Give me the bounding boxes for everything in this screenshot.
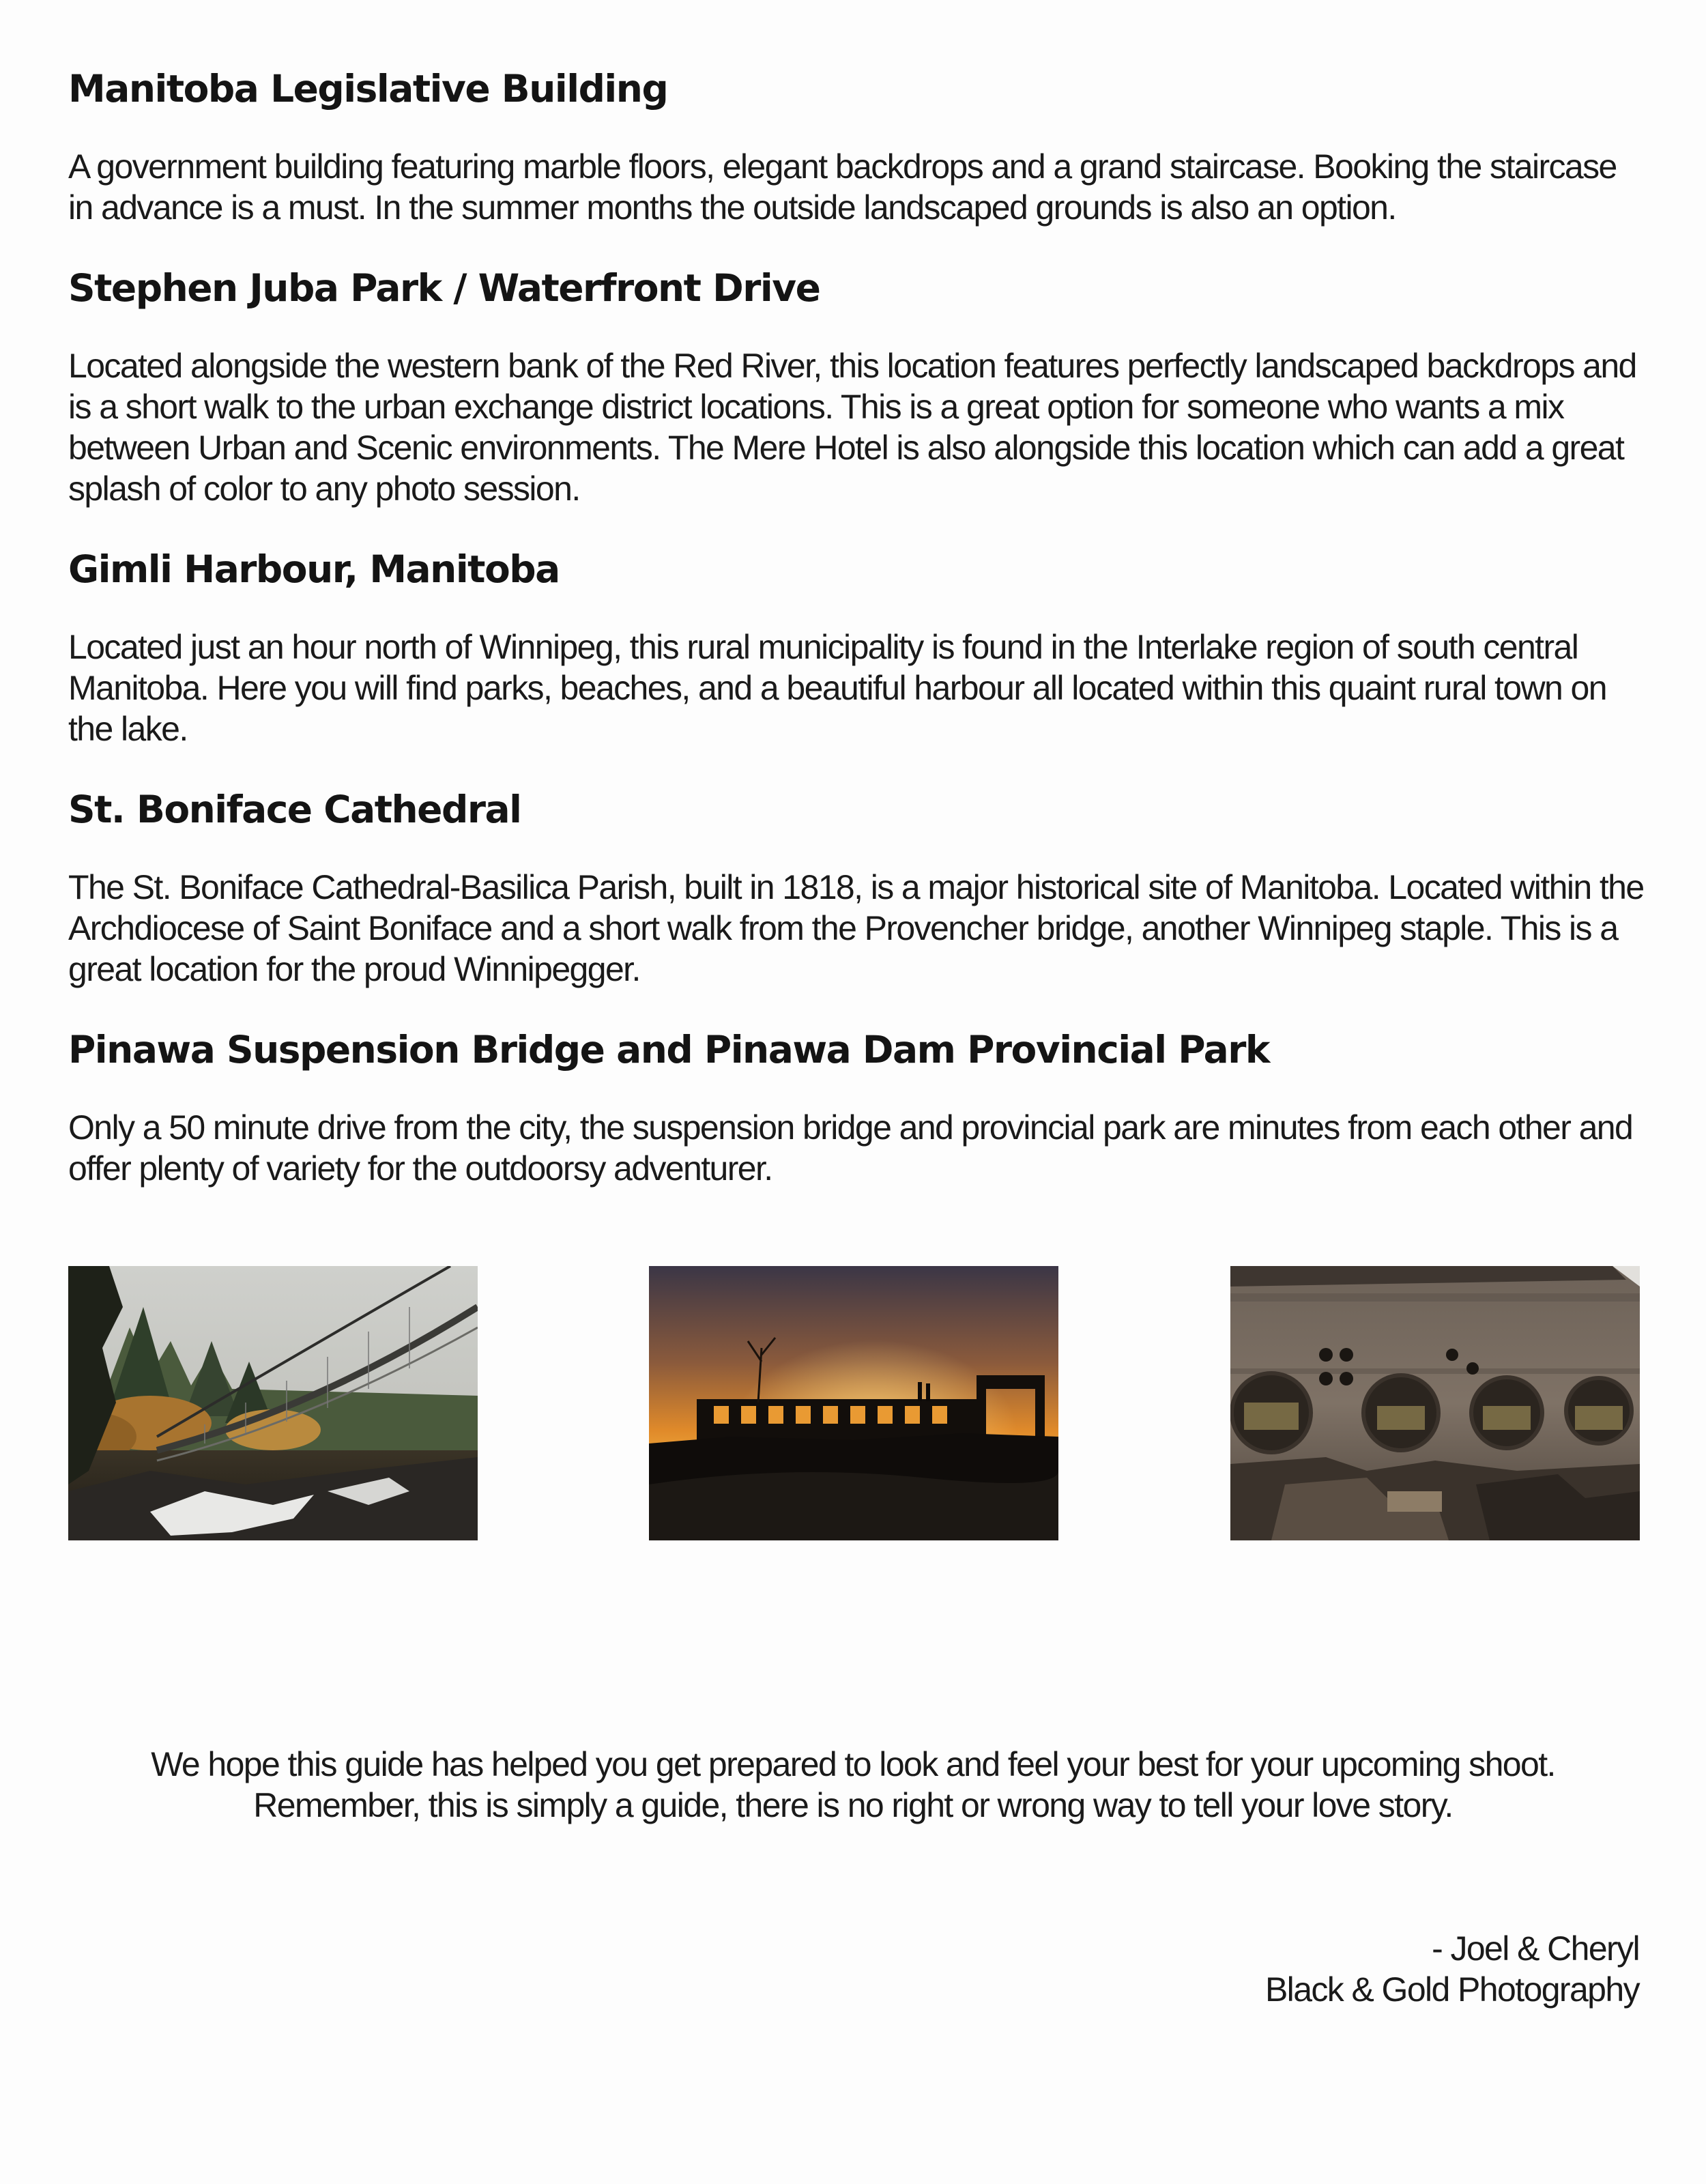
section-body: The St. Boniface Cathedral-Basilica Parish, built in 1818, is a major historical site of Manitoba. Located within the Archdiocese of Saint Boniface and a short walk from the Provencher bridge, another Winnipeg staple. This is a great location for the proud Winnipegger. xyxy=(68,868,1644,988)
signature-names: - Joel & Cheryl xyxy=(1432,1929,1639,1968)
section-heading: Gimli Harbour, Manitoba xyxy=(68,547,560,591)
section-heading: Stephen Juba Park / Waterfront Drive xyxy=(68,266,820,310)
signature xyxy=(1265,1928,1639,2010)
section-body: Located just an hour north of Winnipeg, this rural municipality is found in the Interlake region of south central Manitoba. Here you will find parks, beaches, and a beautiful harbour all located within this quaint rural town on the lake. xyxy=(68,628,1606,748)
section-body: Only a 50 minute drive from the city, the suspension bridge and provincial park are minutes from each other and offer plenty of variety for the outdoorsy adventurer. xyxy=(68,1108,1633,1188)
section-legislative-building xyxy=(68,64,1645,228)
signature-studio: Black & Gold Photography xyxy=(1264,1970,1639,2009)
section-heading: Manitoba Legislative Building xyxy=(68,67,668,111)
photo-row xyxy=(68,1266,1640,1540)
section-gimli-harbour xyxy=(68,545,1645,749)
location-guide xyxy=(68,64,1645,1224)
section-pinawa xyxy=(68,1025,1645,1189)
section-stephen-juba-park xyxy=(68,263,1645,509)
sunset-dam-ruins-photo xyxy=(649,1266,1058,1540)
closing-message xyxy=(0,1744,1706,1826)
closing-line: We hope this guide has helped you get prepared to look and feel your best for your upcoming shoot. xyxy=(151,1745,1555,1783)
closing-line: Remember, this is simply a guide, there is no right or wrong way to tell your love story. xyxy=(253,1786,1453,1824)
section-heading: St. Boniface Cathedral xyxy=(68,788,521,831)
section-body: Located alongside the western bank of the Red River, this location features perfectly landscaped backdrops and is a short walk to the urban exchange district locations. This is a great option for someone who wants a mix between Urban and Scenic environments. The Mere Hotel is also alongside this location which can add a great splash of color to any photo session. xyxy=(68,347,1636,508)
section-st-boniface-cathedral xyxy=(68,785,1645,990)
section-heading: Pinawa Suspension Bridge and Pinawa Dam Provincial Park xyxy=(68,1028,1269,1072)
suspension-bridge-photo xyxy=(68,1266,478,1540)
section-body: A government building featuring marble floors, elegant backdrops and a grand staircase. Booking the staircase in advance is a must. In the summer months the outside landscaped grounds is also an option. xyxy=(68,147,1617,227)
concrete-dam-arches-photo xyxy=(1230,1266,1640,1540)
